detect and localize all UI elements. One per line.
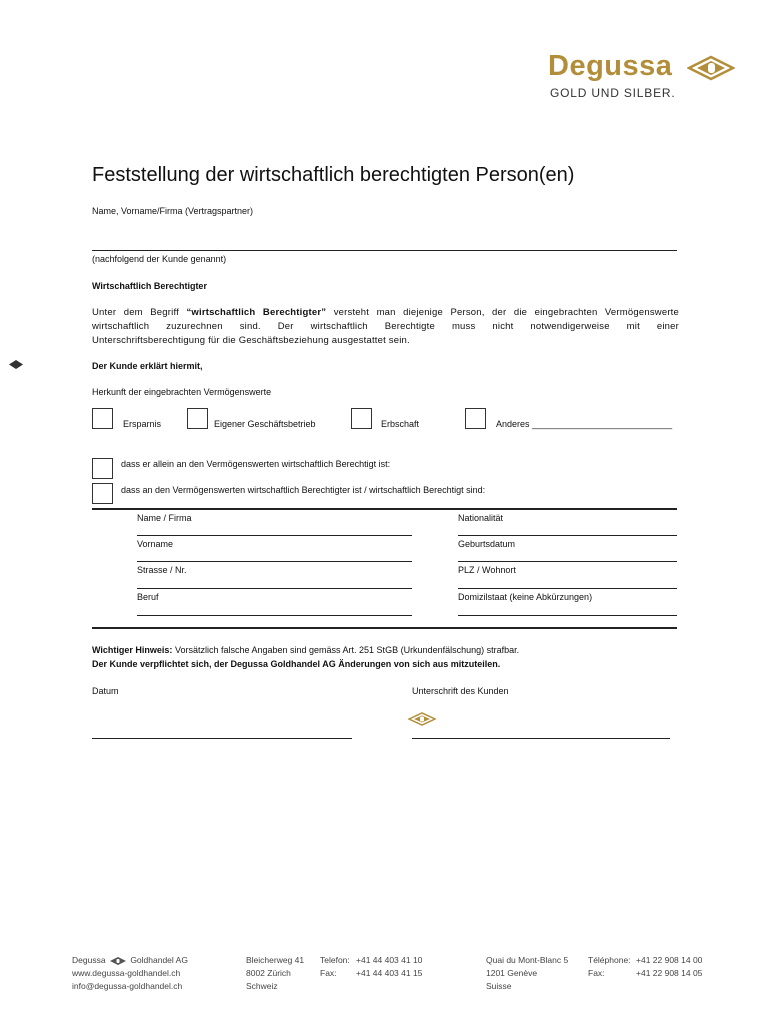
option-geschaeftsbetrieb: Eigener Geschäftsbetrieb: [214, 419, 316, 429]
option-ersparnis: Ersparnis: [123, 419, 162, 429]
field-label-job: Beruf: [137, 592, 159, 602]
notice-label: Wichtiger Hinweis:: [92, 645, 173, 655]
field-line-firstname[interactable]: [137, 561, 412, 562]
footer-zh-country: Schweiz: [246, 981, 278, 991]
checkbox-ersparnis[interactable]: [92, 408, 113, 429]
degussa-diamond-icon: [687, 55, 735, 81]
footer-ge-street: Quai du Mont-Blanc 5: [486, 955, 569, 965]
checkbox-allein-berechtigt[interactable]: [92, 458, 113, 479]
page-title: Feststellung der wirtschaftlich berechtigten Person(en): [92, 164, 575, 186]
field-line-domicile[interactable]: [458, 615, 677, 616]
footer-ge-tel-label: Téléphone:: [588, 955, 631, 965]
footer-email-link[interactable]: info@degussa-goldhandel.ch: [72, 981, 183, 991]
checkbox-anderes[interactable]: [465, 408, 486, 429]
margin-diamond-icon: [9, 360, 23, 369]
footer-ge-city: 1201 Genève: [486, 968, 538, 978]
footer-company: [72, 954, 188, 993]
footer-company-b: Goldhandel AG: [130, 955, 188, 965]
date-label: Datum: [92, 686, 119, 696]
logo-tagline: GOLD UND SILBER.: [550, 86, 676, 100]
customer-note: (nachfolgend der Kunde genannt): [92, 254, 227, 264]
footer-zh-city: 8002 Zürich: [246, 968, 291, 978]
definition-term: “wirtschaftlich Berechtigter”: [186, 307, 327, 318]
footer-geneve-address: [486, 954, 568, 993]
notice-obligation: Der Kunde verpflichtet sich, der Degussa Goldhandel AG Änderungen von sich aus mitzuteilen.: [92, 659, 501, 669]
footer-ge-country: Suisse: [486, 981, 512, 991]
field-label-name: Name / Firma: [137, 513, 192, 523]
field-label-domicile: Domizilstaat (keine Abkürzungen): [458, 592, 593, 602]
footer-zh-tel: +41 44 403 41 10: [356, 955, 423, 965]
signature-line[interactable]: [412, 738, 670, 739]
table-top-rule: [92, 508, 677, 510]
footer-website-link[interactable]: www.degussa-goldhandel.ch: [72, 968, 181, 978]
field-label-birthdate: Geburtsdatum: [458, 539, 516, 549]
footer-zurich-address: [246, 954, 304, 993]
footer-ge-tel: +41 22 908 14 00: [636, 955, 703, 965]
option-erbschaft: Erbschaft: [381, 419, 420, 429]
field-label-zip-city: PLZ / Wohnort: [458, 565, 516, 575]
section-heading: Wirtschaftlich Berechtigter: [92, 281, 207, 291]
footer-zh-fax-label: Fax:: [320, 968, 337, 978]
definition-line-2: wirtschaftlich zuzurechnen sind. Der wirtschaftlich Berechtigte muss nicht notwendigerweise mit einer: [92, 321, 679, 332]
signature-label: Unterschrift des Kunden: [412, 686, 509, 696]
footer-diamond-icon: [110, 957, 126, 965]
checkbox-erbschaft[interactable]: [351, 408, 372, 429]
declaration: Der Kunde erklärt hiermit,: [92, 361, 203, 371]
definition-post: versteht man diejenige Person, der die eingebrachten Vermögenswerte: [326, 307, 680, 318]
option-allein-berechtigt: dass er allein an den Vermögenswerten wirtschaftlich Berechtigt ist:: [121, 459, 391, 469]
footer-ge-fax: +41 22 908 14 05: [636, 968, 703, 978]
logo-brand: Degussa: [548, 50, 673, 82]
notice-text: Vorsätzlich falsche Angaben sind gemäss Art. 251 StGB (Urkundenfälschung) strafbar.: [172, 645, 520, 655]
definition-line-3: Unterschriftsberechtigung für die Geschäftsbeziehung ausgestattet sein.: [92, 335, 410, 346]
field-line-birthdate[interactable]: [458, 561, 677, 562]
footer-zurich-contact: [320, 954, 422, 980]
field-line-nationality[interactable]: [458, 535, 677, 536]
origin-label: Herkunft der eingebrachten Vermögenswerte: [92, 387, 272, 397]
definition-pre: Unter dem Begriff: [92, 307, 187, 318]
name-input-line[interactable]: [92, 250, 677, 251]
table-bottom-rule: [92, 627, 677, 629]
field-label-nationality: Nationalität: [458, 513, 504, 523]
legal-notice: [92, 645, 682, 655]
field-line-zip-city[interactable]: [458, 588, 677, 589]
footer-zh-tel-label: Telefon:: [320, 955, 350, 965]
option-anderes: Anderes ____________________________: [496, 419, 673, 429]
footer-zh-street: Bleicherweg 41: [246, 955, 305, 965]
checkbox-geschaeftsbetrieb[interactable]: [187, 408, 208, 429]
field-line-name[interactable]: [137, 535, 412, 536]
footer-geneve-contact: [588, 954, 702, 980]
field-label-street: Strasse / Nr.: [137, 565, 187, 575]
name-label: Name, Vorname/Firma (Vertragspartner): [92, 206, 254, 216]
field-line-street[interactable]: [137, 588, 412, 589]
footer-ge-fax-label: Fax:: [588, 968, 605, 978]
date-line[interactable]: [92, 738, 352, 739]
footer-zh-fax: +41 44 403 41 15: [356, 968, 423, 978]
signature-diamond-icon: [408, 712, 436, 726]
footer-company-a: Degussa: [72, 955, 106, 965]
checkbox-anderer-berechtigter[interactable]: [92, 483, 113, 504]
field-line-job[interactable]: [137, 615, 412, 616]
option-anderer-berechtigter: dass an den Vermögenswerten wirtschaftlich Berechtigter ist / wirtschaftlich Berechtigt sind:: [121, 485, 486, 495]
field-label-firstname: Vorname: [137, 539, 174, 549]
definition-paragraph: [92, 306, 679, 348]
logo: [548, 50, 738, 102]
